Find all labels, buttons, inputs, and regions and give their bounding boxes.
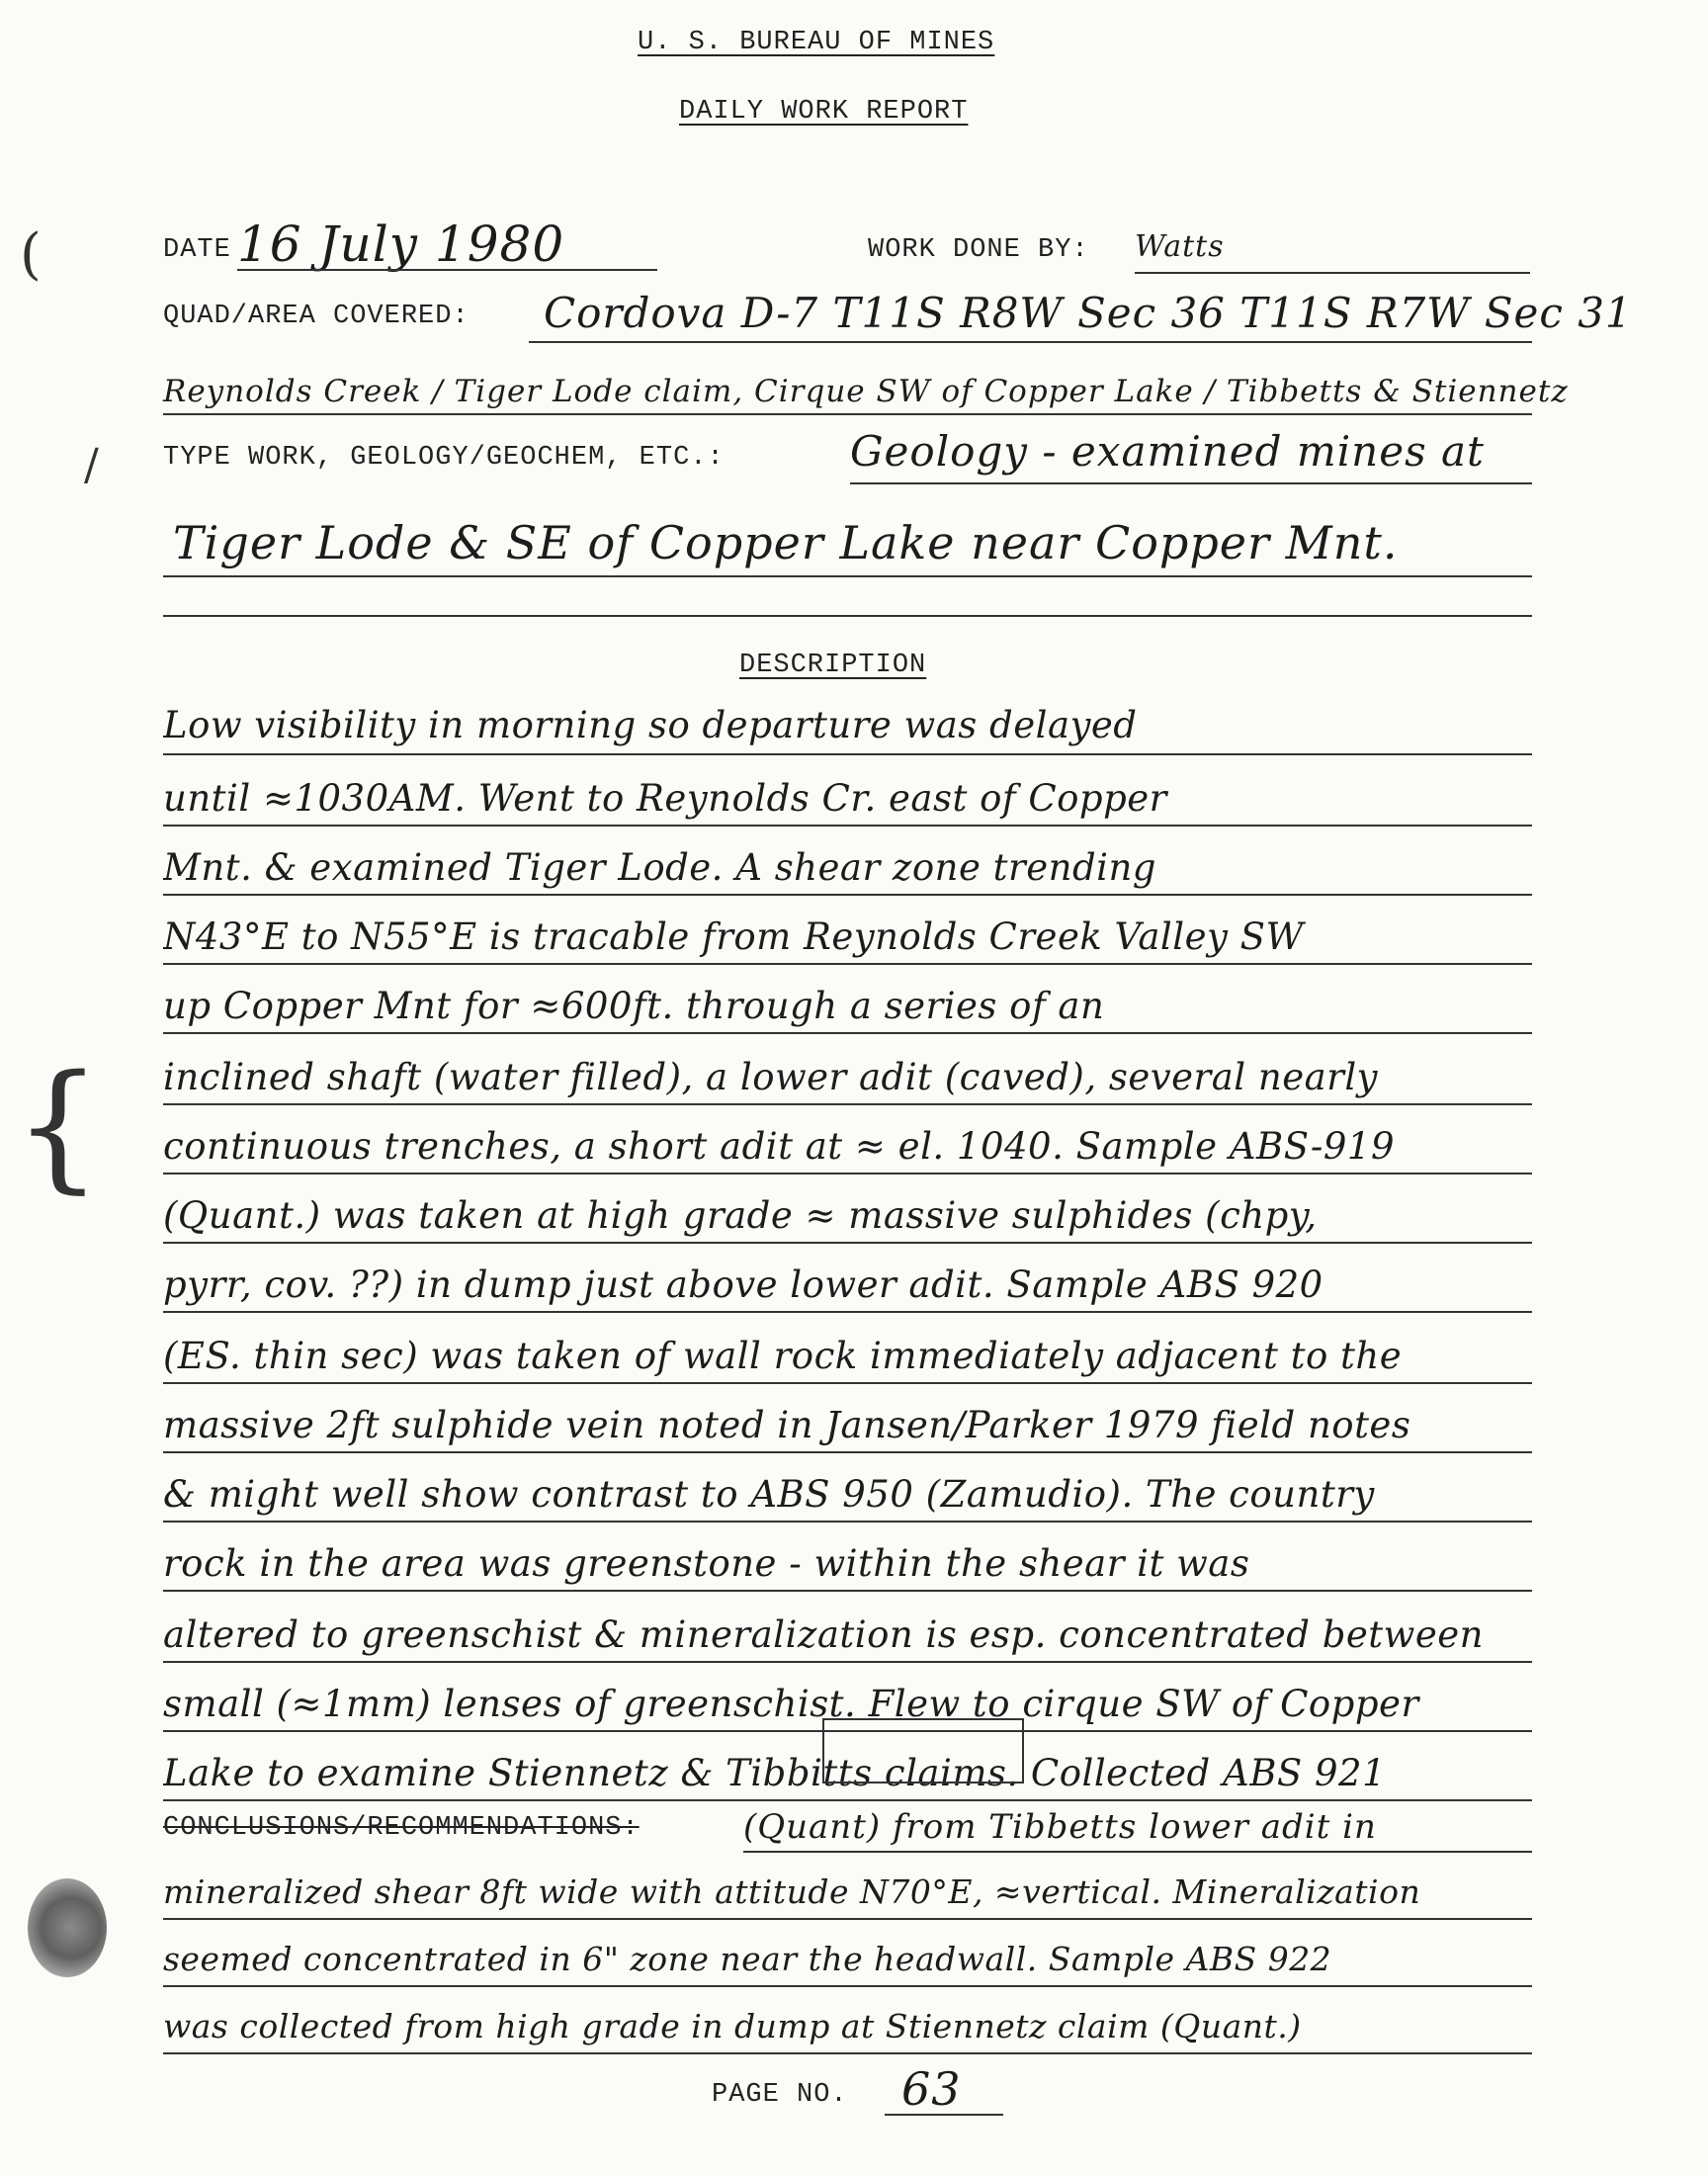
quad-value-line1: Cordova D-7 T11S R8W Sec 36 T11S R7W Sec 31 [544,289,1633,337]
description-line-2: until ≈1030AM. Went to Reynolds Cr. east of Copper [163,777,1167,820]
work-done-by-value: Watts [1135,229,1225,264]
type-work-underline-2 [163,575,1532,577]
description-rule-5 [163,1032,1532,1034]
description-rule-12 [163,1521,1532,1522]
description-line-6: inclined shaft (water filled), a lower adit (caved), several nearly [163,1056,1379,1098]
description-heading: DESCRIPTION [739,651,927,680]
conclusions-label: CONCLUSIONS/RECOMMENDATIONS: [163,1813,640,1843]
date-value: 16 July 1980 [237,216,565,273]
agency-heading: U. S. BUREAU OF MINES [638,28,995,57]
page-number-underline [885,2114,1003,2116]
description-line-12: & might well show contrast to ABS 950 (Zamudio). The country [163,1473,1375,1516]
description-line-1: Low visibility in morning so departure was delayed [163,704,1138,746]
date-label: DATE [163,235,231,265]
report-title: DAILY WORK REPORT [679,97,969,127]
description-line-9: pyrr, cov. ??) in dump just above lower adit. Sample ABS 920 [163,1263,1324,1306]
conclusions-rule-2 [163,1918,1532,1920]
binder-punch-hole [28,1878,107,1977]
quad-value-line2: Reynolds Creek / Tiger Lode claim, Cirque SW of Copper Lake / Tibbetts & Stiennetz [163,374,1569,409]
work-done-by-underline [1135,272,1530,274]
description-rule-6 [163,1103,1532,1105]
type-work-underline-1 [850,482,1532,484]
quad-label: QUAD/AREA COVERED: [163,302,470,331]
conclusions-rule-4 [163,2052,1532,2054]
description-rule-4 [163,963,1532,965]
type-work-label: TYPE WORK, GEOLOGY/GEOCHEM, ETC.: [163,443,725,473]
description-rule-2 [163,825,1532,826]
description-rule-16 [163,1799,1532,1801]
description-rule-14 [163,1661,1532,1663]
type-work-value-line2: Tiger Lode & SE of Copper Lake near Copper Mnt. [173,516,1399,569]
page-number-value: 63 [901,2062,962,2116]
description-rule-13 [163,1590,1532,1592]
page-number-label: PAGE NO. [712,2080,848,2110]
conclusions-line-1: (Quant) from Tibbetts lower adit in [743,1807,1377,1847]
description-rule-8 [163,1242,1532,1244]
description-rule-9 [163,1311,1532,1313]
description-line-11: massive 2ft sulphide vein noted in Jansen/Parker 1979 field notes [163,1404,1411,1446]
quad-underline-1 [529,341,1532,343]
conclusions-rule-1 [743,1851,1532,1853]
handwritten-box-mark [822,1718,1024,1784]
conclusions-line-4: was collected from high grade in dump at Stiennetz claim (Quant.) [163,2007,1302,2045]
description-rule-1 [163,753,1532,755]
description-line-8: (Quant.) was taken at high grade ≈ massive sulphides (chpy, [163,1194,1318,1237]
quad-underline-2 [163,413,1532,415]
conclusions-rule-3 [163,1985,1532,1987]
description-rule-10 [163,1382,1532,1384]
type-work-underline-3 [163,615,1532,617]
conclusions-line-3: seemed concentrated in 6" zone near the headwall. Sample ABS 922 [163,1940,1332,1978]
date-underline [237,269,657,271]
type-work-value-line1: Geology - examined mines at [850,427,1485,476]
description-rule-3 [163,894,1532,896]
description-line-7: continuous trenches, a short adit at ≈ el. 1040. Sample ABS-919 [163,1125,1396,1168]
description-line-15: small (≈1mm) lenses of greenschist. Flew to cirque SW of Copper [163,1683,1419,1725]
description-line-5: up Copper Mnt for ≈600ft. through a series of an [163,985,1105,1027]
work-done-by-label: WORK DONE BY: [868,235,1089,265]
margin-check-mark: / [84,440,99,490]
description-line-13: rock in the area was greenstone - within the shear it was [163,1542,1250,1585]
description-rule-11 [163,1451,1532,1453]
description-rule-7 [163,1173,1532,1174]
margin-bracket-middle: { [14,1046,103,1207]
description-line-3: Mnt. & examined Tiger Lode. A shear zone trending [163,846,1156,889]
description-line-10: (ES. thin sec) was taken of wall rock immediately adjacent to the [163,1335,1403,1377]
margin-bracket-top: ( [20,222,42,287]
description-line-16: Lake to examine Stiennetz & Tibbitts claims. Collected ABS 921 [163,1752,1387,1794]
conclusions-line-2: mineralized shear 8ft wide with attitude N70°E, ≈vertical. Mineralization [163,1872,1421,1911]
description-line-14: altered to greenschist & mineralization is esp. concentrated between [163,1613,1484,1656]
description-line-4: N43°E to N55°E is tracable from Reynolds Creek Valley SW [163,915,1305,958]
